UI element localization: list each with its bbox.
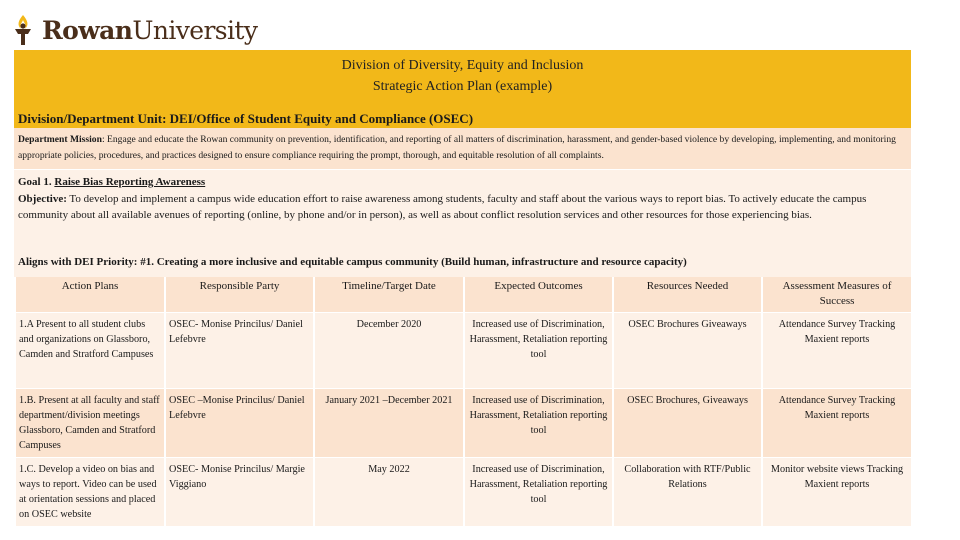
- cell-assessment: Monitor website views Tracking Maxient reports: [763, 457, 911, 526]
- cell-party: OSEC- Monise Princilus/ Daniel Lefebvre: [166, 312, 313, 388]
- torch-icon: [12, 14, 34, 46]
- header-timeline: Timeline/Target Date: [315, 277, 463, 312]
- cell-action: 1.A Present to all student clubs and organizations on Glassboro, Camden and Stratford Campuses: [16, 312, 164, 388]
- header-resources-needed: Resources Needed: [614, 277, 761, 312]
- goal-section: [14, 170, 911, 277]
- table-row: [16, 388, 911, 457]
- cell-party: OSEC –Monise Princilus/ Daniel Lefebvre: [166, 388, 313, 457]
- department-mission: [14, 128, 911, 170]
- dei-priority: Aligns with DEI Priority: #1. Creating a more inclusive and equitable campus community (Build human, infrastructure and resource capacity): [18, 256, 687, 268]
- mission-text: : Engage and educate the Rowan community on prevention, identification, and reporting of all matters of discrimination, harassment, and gender-based violence by developing, implementing, and monitoring appropriate policies, procedures, and practices designed to ensure compliance requiring the prompt, thorough, and equitable resolution of all complaints.: [18, 134, 896, 161]
- cell-assessment: Attendance Survey Tracking Maxient reports: [763, 388, 911, 457]
- cell-outcomes: Increased use of Discrimination, Harassment, Retaliation reporting tool: [465, 388, 612, 457]
- header-band: [14, 50, 911, 128]
- cell-party: OSEC- Monise Princilus/ Margie Viggiano: [166, 457, 313, 526]
- header-action-plans: Action Plans: [16, 277, 164, 312]
- action-plan-document: [14, 50, 911, 526]
- table-row: [16, 312, 911, 388]
- department-unit: Division/Department Unit: DEI/Office of Student Equity and Compliance (OSEC): [18, 111, 474, 126]
- cell-resources: OSEC Brochures, Giveaways: [614, 388, 761, 457]
- cell-outcomes: Increased use of Discrimination, Harassment, Retaliation reporting tool: [465, 312, 612, 388]
- table-header-row: [16, 277, 911, 312]
- cell-assessment: Attendance Survey Tracking Maxient reports: [763, 312, 911, 388]
- cell-timeline: December 2020: [315, 312, 463, 388]
- cell-action: 1.B. Present at all faculty and staff department/division meetings Glassboro, Camden and Stratford Campuses: [16, 388, 164, 457]
- cell-timeline: May 2022: [315, 457, 463, 526]
- title-line-1: Division of Diversity, Equity and Inclusion: [341, 58, 584, 73]
- cell-action: 1.C. Develop a video on bias and ways to report. Video can be used at orientation sessions and placed on OSEC website: [16, 457, 164, 526]
- goal-title: Goal 1. Raise Bias Reporting Awareness: [18, 176, 206, 188]
- header-assessment-measures: Assessment Measures of Success: [763, 277, 911, 312]
- cell-resources: OSEC Brochures Giveaways: [614, 312, 761, 388]
- goal-objective: Objective: To develop and implement a campus wide education effort to raise awareness among students, faculty and staff about the various ways to report bias. To actively educate the campus community about all available avenues of reporting (online, by phone and/or in person), as well as about conflict resolution services and other resources for those experiencing bias.: [18, 192, 867, 221]
- cell-outcomes: Increased use of Discrimination, Harassment, Retaliation reporting tool: [465, 457, 612, 526]
- cell-timeline: January 2021 –December 2021: [315, 388, 463, 457]
- mission-label: Department Mission: [18, 134, 102, 145]
- action-plan-table: [14, 277, 913, 526]
- table-row: [16, 457, 911, 526]
- title-line-2: Strategic Action Plan (example): [372, 79, 553, 94]
- page-title: [14, 55, 911, 97]
- university-logo: [12, 12, 257, 48]
- cell-resources: Collaboration with RTF/Public Relations: [614, 457, 761, 526]
- logo-wordmark: RowanUniversity: [42, 15, 258, 45]
- header-expected-outcomes: Expected Outcomes: [465, 277, 612, 312]
- header-responsible-party: Responsible Party: [166, 277, 313, 312]
